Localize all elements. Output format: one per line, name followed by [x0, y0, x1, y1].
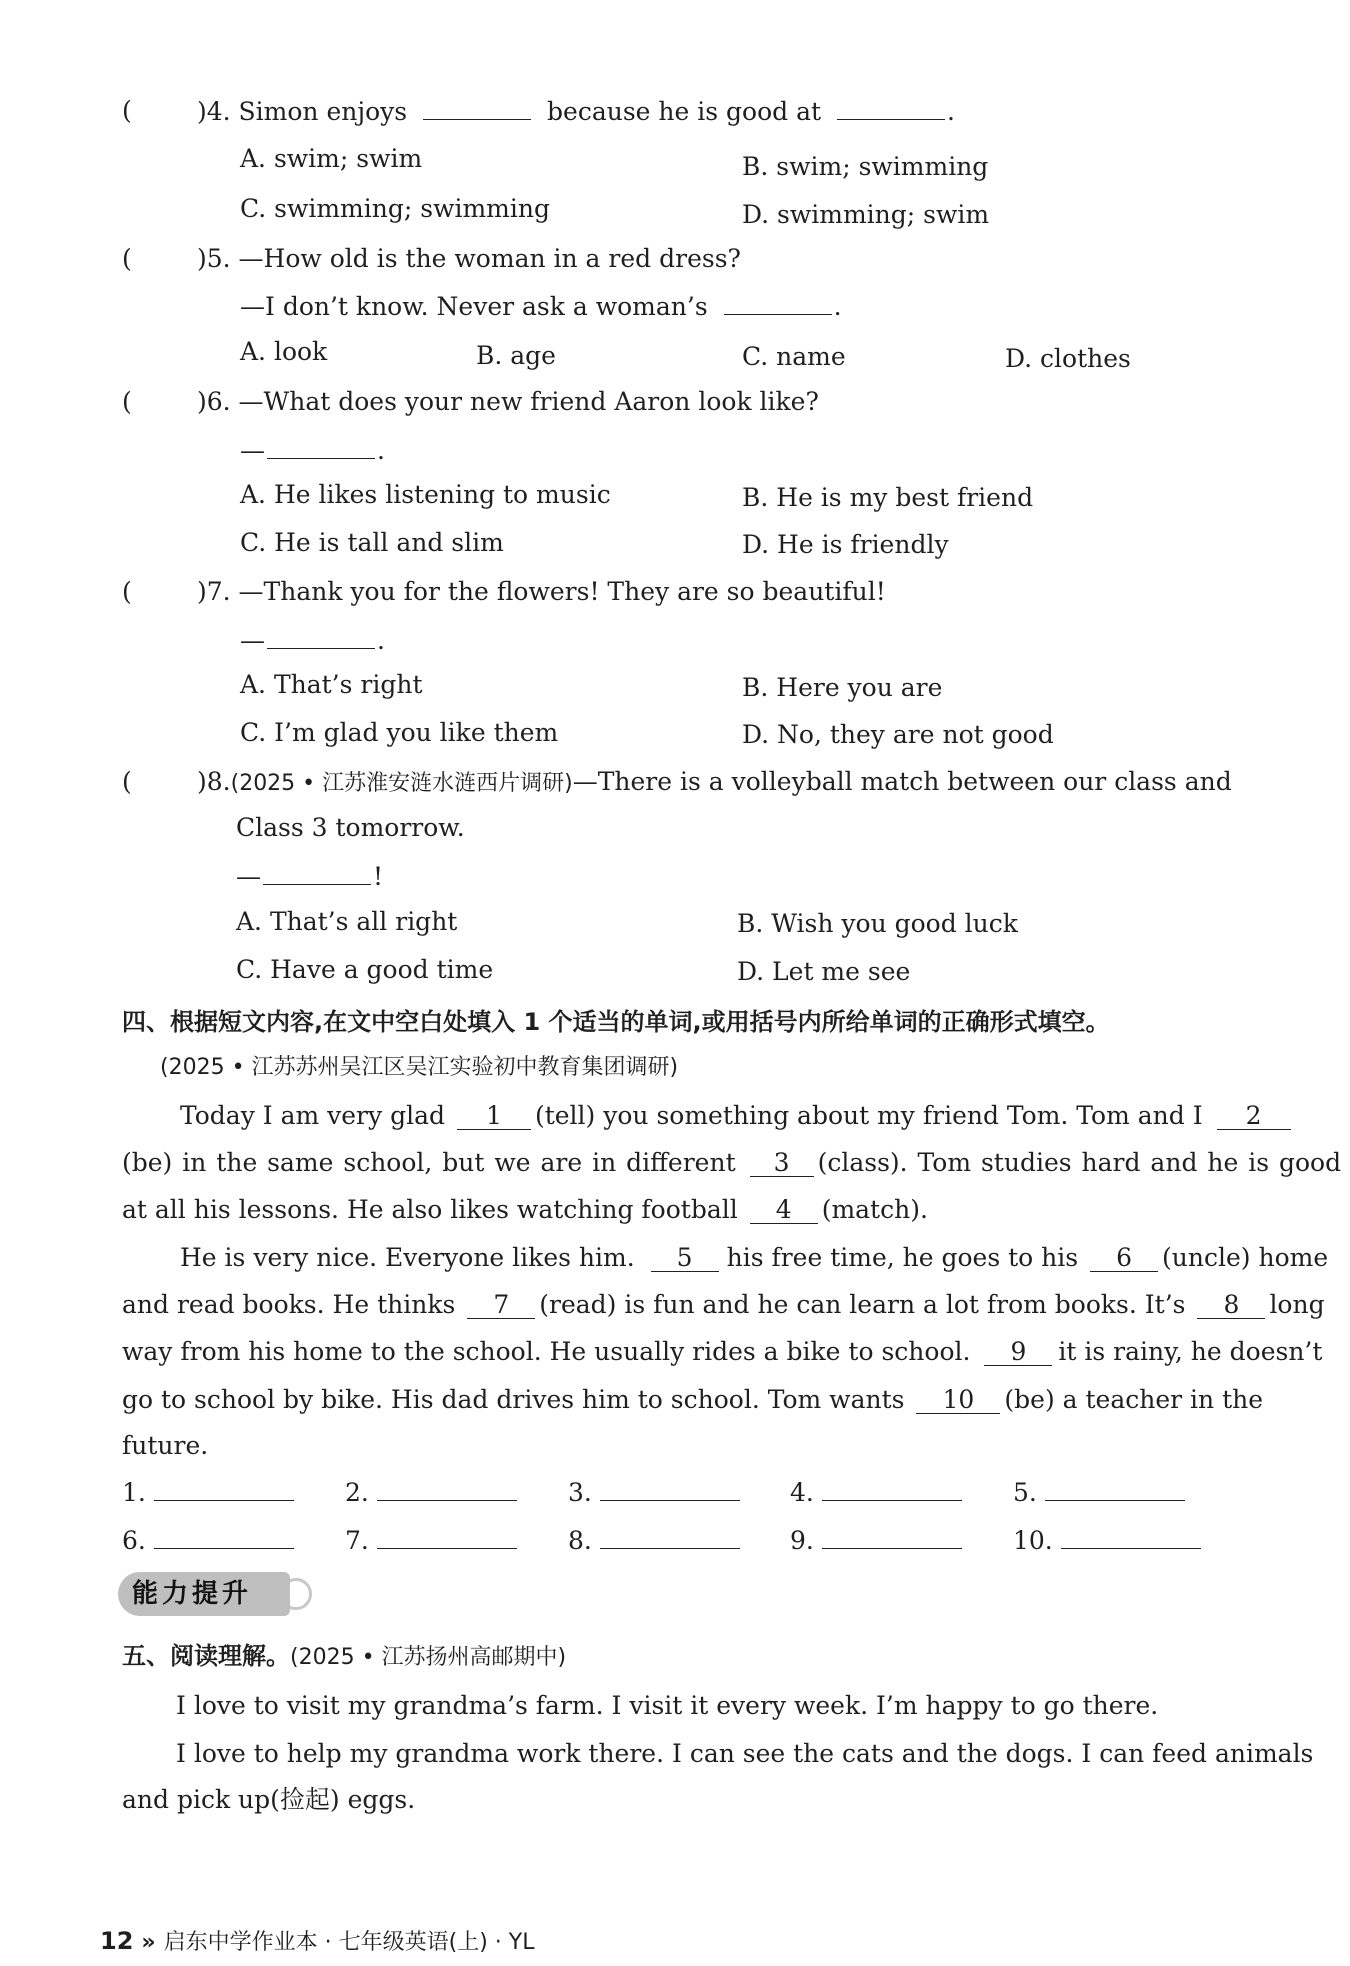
q7-blank[interactable] — [267, 624, 375, 649]
q4-paren: ( — [122, 96, 132, 125]
section5-heading — [122, 1640, 566, 1674]
q7-paren: ( — [122, 577, 132, 606]
reading-line: and pick up(捡起) eggs. — [122, 1785, 416, 1814]
passage-line: future. — [122, 1431, 209, 1460]
passage-line: way from his home to the school. He usually rides a bike to school. 9 it is rainy, he doesn’t — [122, 1337, 1323, 1366]
answer-slot-10[interactable]: 10. — [1013, 1524, 1201, 1557]
book-title: 启东中学作业本 · 七年级英语(上) · YL — [163, 1930, 535, 1955]
answer-slot-5[interactable]: 5. — [1013, 1476, 1185, 1509]
q7-option-d[interactable]: D. No, they are not good — [742, 720, 1054, 749]
q7-option-b[interactable]: B. Here you are — [742, 673, 943, 702]
q8-option-c[interactable]: C. Have a good time — [236, 955, 494, 984]
q6-option-a[interactable]: A. He likes listening to music — [240, 480, 611, 509]
blank-9[interactable]: 9 — [984, 1339, 1052, 1366]
q5-option-c[interactable]: C. name — [742, 342, 846, 371]
q6-option-c[interactable]: C. He is tall and slim — [240, 528, 504, 557]
passage-line: He is very nice. Everyone likes him. 5 his free time, he goes to his 6 (uncle) home — [180, 1243, 1329, 1272]
q7-option-c[interactable]: C. I’m glad you like them — [240, 718, 559, 747]
reading-line: I love to visit my grandma’s farm. I visit it every week. I’m happy to go there. — [176, 1691, 1159, 1720]
q4-stem: )4. Simon enjoys because he is good at . — [197, 97, 955, 126]
q8-option-b[interactable]: B. Wish you good luck — [737, 909, 1018, 938]
answer-slot-3[interactable]: 3. — [568, 1476, 740, 1509]
q6-option-b[interactable]: B. He is my best friend — [742, 483, 1034, 512]
blank-5[interactable]: 5 — [651, 1245, 719, 1272]
blank-3[interactable]: 3 — [750, 1150, 814, 1177]
passage-line: at all his lessons. He also likes watching football 4 (match). — [122, 1195, 928, 1224]
q5-option-b[interactable]: B. age — [476, 341, 556, 370]
answer-slot-1[interactable]: 1. — [122, 1476, 294, 1509]
ability-badge: 能力提升 — [118, 1572, 290, 1616]
answer-slot-2[interactable]: 2. — [345, 1476, 517, 1509]
q7-stem: )7. —Thank you for the flowers! They are so beautiful! — [197, 577, 886, 606]
q4-option-d[interactable]: D. swimming; swim — [742, 200, 990, 229]
q6-stem: )6. —What does your new friend Aaron look like? — [197, 387, 819, 416]
blank-6[interactable]: 6 — [1090, 1245, 1158, 1272]
answer-slot-9[interactable]: 9. — [790, 1524, 962, 1557]
q7-answer-line: — . — [240, 626, 385, 655]
q8-answer-line: — ! — [236, 862, 384, 891]
q8-blank[interactable] — [263, 860, 371, 885]
q6-option-d[interactable]: D. He is friendly — [742, 530, 949, 559]
q8-source: (2025 • 江苏淮安涟水涟西片调研) — [230, 771, 573, 796]
q6-blank[interactable] — [267, 434, 375, 459]
q5-line2: —I don’t know. Never ask a woman’s . — [240, 292, 842, 321]
blank-4[interactable]: 4 — [750, 1197, 818, 1224]
section5-title: 五、阅读理解。 — [122, 1642, 290, 1670]
section5-source: (2025 • 江苏扬州高邮期中) — [290, 1645, 567, 1670]
passage-line: go to school by bike. His dad drives him to school. Tom wants 10 (be) a teacher in the — [122, 1385, 1264, 1414]
reading-line: I love to help my grandma work there. I can see the cats and the dogs. I can feed animals — [176, 1739, 1314, 1768]
passage-line: (be) in the same school, but we are in different 3 (class). Tom studies hard and he is good — [122, 1148, 1342, 1177]
passage-line: and read books. He thinks 7 (read) is fun and he can learn a lot from books. It’s 8 long — [122, 1290, 1325, 1319]
q4-option-a[interactable]: A. swim; swim — [240, 144, 423, 173]
section4-source: (2025 • 江苏苏州吴江区吴江实验初中教育集团调研) — [160, 1055, 679, 1080]
answer-slot-7[interactable]: 7. — [345, 1524, 517, 1557]
q6-answer-line: — . — [240, 436, 385, 465]
blank-8[interactable]: 8 — [1197, 1292, 1265, 1319]
passage-line: Today I am very glad 1 (tell) you something about my friend Tom. Tom and I 2 — [180, 1100, 1291, 1132]
q4-blank-2[interactable] — [837, 95, 945, 120]
q4-option-c[interactable]: C. swimming; swimming — [240, 194, 550, 223]
double-arrow-icon: » — [141, 1930, 156, 1955]
section4-title: 四、根据短文内容,在文中空白处填入 1 个适当的单词,或用括号内所给单词的正确形式填空。 — [122, 1008, 1110, 1036]
q5-option-a[interactable]: A. look — [240, 337, 328, 366]
q8-paren: ( — [122, 767, 132, 796]
blank-1[interactable]: 1 — [457, 1103, 531, 1130]
q5-paren: ( — [122, 244, 132, 273]
q4-blank-1[interactable] — [423, 95, 531, 120]
q8-option-a[interactable]: A. That’s all right — [236, 907, 458, 936]
q8-line2: Class 3 tomorrow. — [236, 813, 465, 842]
blank-2[interactable]: 2 — [1217, 1103, 1291, 1130]
q6-paren: ( — [122, 387, 132, 416]
q8-option-d[interactable]: D. Let me see — [737, 957, 911, 986]
blank-10[interactable]: 10 — [916, 1387, 1000, 1414]
q4-option-b[interactable]: B. swim; swimming — [742, 152, 989, 181]
q8-stem: )8.(2025 • 江苏淮安涟水涟西片调研)—There is a volleyball match between our class and — [197, 767, 1232, 796]
page-footer — [100, 1925, 534, 1956]
blank-7[interactable]: 7 — [467, 1292, 535, 1319]
answer-slot-6[interactable]: 6. — [122, 1524, 294, 1557]
answer-slot-4[interactable]: 4. — [790, 1476, 962, 1509]
answer-slot-8[interactable]: 8. — [568, 1524, 740, 1557]
page-number: 12 — [100, 1927, 134, 1955]
q5-blank[interactable] — [724, 290, 832, 315]
q7-option-a[interactable]: A. That’s right — [240, 670, 423, 699]
q5-option-d[interactable]: D. clothes — [1005, 344, 1131, 373]
q5-stem: )5. —How old is the woman in a red dress? — [197, 244, 741, 273]
